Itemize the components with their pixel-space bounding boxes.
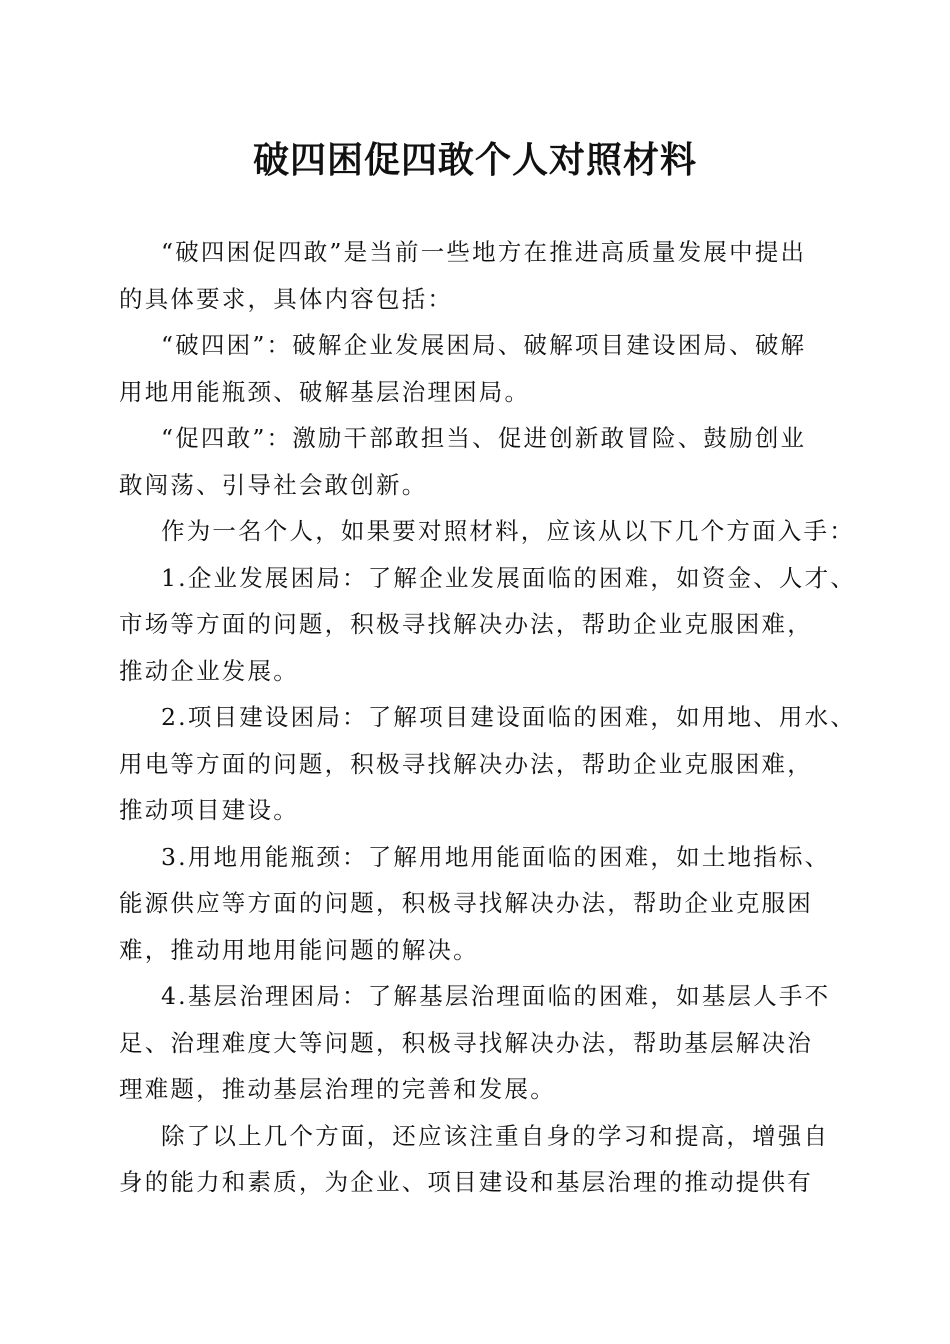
document-body (119, 229, 857, 1206)
text-line: 理难题，推动基层治理的完善和发展。 (119, 1075, 556, 1103)
text-line: 推动企业发展。 (119, 656, 299, 685)
text-line: 难，推动用地用能问题的解决。 (119, 935, 479, 964)
text-line: 用地用能瓶颈、破解基层治理困局。 (119, 377, 531, 406)
text-line: 1.企业发展困局：了解企业发展面临的困难，如资金、人才、 (161, 563, 857, 592)
text-line: 2.项目建设困局：了解项目建设面临的困难，如用地、用水、 (161, 703, 857, 731)
text-line: 推动项目建设。 (119, 796, 299, 824)
text-line: 作为一名个人，如果要对照材料，应该从以下几个方面入手： (161, 517, 855, 545)
text-line: 市场等方面的问题，积极寻找解决办法，帮助企业克服困难， (119, 610, 813, 638)
text-line: 3.用地用能瓶颈：了解用地用能面临的困难，如土地指标、 (161, 842, 831, 871)
text-line: “促四敢”：激励干部敢担当、促进创新敢冒险、鼓励创业 (161, 424, 807, 452)
text-line: 敢闯荡、引导社会敢创新。 (119, 470, 428, 499)
text-line: 身的能力和素质，为企业、项目建设和基层治理的推动提供有 (119, 1168, 813, 1196)
text-line: 用电等方面的问题，积极寻找解决办法，帮助企业克服困难， (119, 749, 813, 778)
text-line: “破四困”：破解企业发展困局、破解项目建设困局、破解 (161, 331, 807, 359)
page-title: 破四困促四敢个人对照材料 (252, 139, 697, 181)
text-line: 能源供应等方面的问题，积极寻找解决办法，帮助企业克服困 (119, 889, 813, 917)
text-line: 除了以上几个方面，还应该注重自身的学习和提高，增强自 (161, 1121, 830, 1150)
text-line: 足、治理难度大等问题，积极寻找解决办法，帮助基层解决治 (119, 1028, 813, 1057)
text-line: 4.基层治理困局：了解基层治理面临的困难，如基层人手不 (161, 982, 831, 1010)
text-line: “破四困促四敢”是当前一些地方在推进高质量发展中提出 (161, 238, 807, 266)
text-line: 的具体要求，具体内容包括： (119, 284, 454, 313)
